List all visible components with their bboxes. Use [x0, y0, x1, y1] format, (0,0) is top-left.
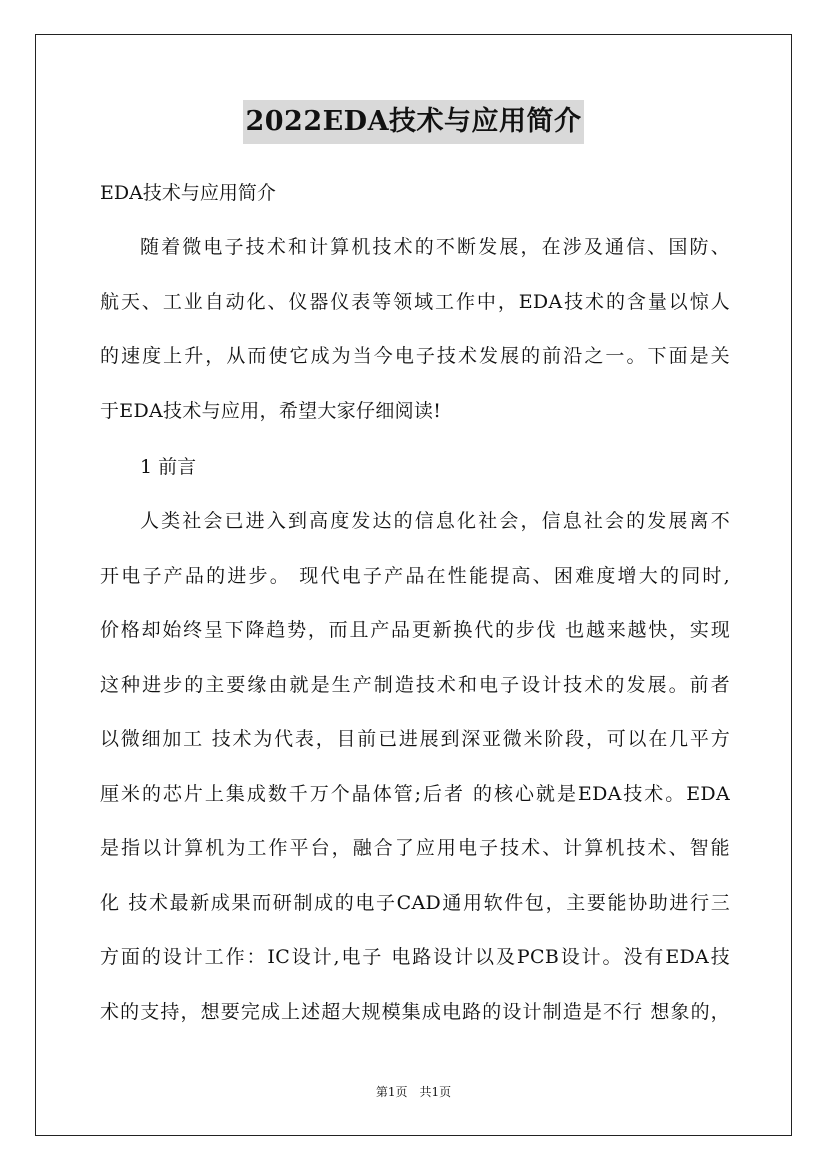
body-line-1: 人类社会已进入到高度发达的信息化社会，信息社会的发展离不: [140, 510, 730, 532]
intro-line-3: 的速度上升，从而使它成为当今电子技术发展的前沿之一。下面是关: [100, 345, 730, 367]
body-line-9: 方面的设计工作：IC设计,电子 电路设计以及PCB设计。没有EDA技: [100, 946, 730, 968]
section-heading: 1 前言: [140, 456, 197, 478]
body-line-10: 术的支持，想要完成上述超大规模集成电路的设计制造是不行 想象的，: [100, 1001, 730, 1023]
body-line-5: 以微细加工 技术为代表，目前已进展到深亚微米阶段，可以在几平方: [100, 728, 730, 750]
body-line-6: 厘米的芯片上集成数千万个晶体管;后者 的核心就是EDA技术。EDA: [100, 783, 730, 805]
body-line-8: 化 技术最新成果而研制成的电子CAD通用软件包，主要能协助进行三: [100, 892, 730, 914]
document-title: 2022EDA技术与应用简介: [243, 100, 583, 144]
intro-line-2: 航天、工业自动化、仪器仪表等领域工作中，EDA技术的含量以惊人: [100, 291, 730, 313]
body-line-2: 开电子产品的进步。 现代电子产品在性能提高、困难度增大的同时,: [100, 565, 730, 587]
document-subtitle: EDA技术与应用简介: [100, 182, 276, 204]
intro-line-1: 随着微电子技术和计算机技术的不断发展，在涉及通信、国防、: [140, 236, 730, 258]
body-line-7: 是指以计算机为工作平台，融合了应用电子技术、计算机技术、智能: [100, 837, 730, 859]
page-footer: 第1页 共1页: [375, 1085, 452, 1099]
intro-line-4: 于EDA技术与应用，希望大家仔细阅读!: [100, 400, 442, 422]
title-container: [0, 100, 827, 144]
body-line-4: 这种进步的主要缘由就是生产制造技术和电子设计技术的发展。前者: [100, 674, 730, 696]
body-line-3: 价格却始终呈下降趋势，而且产品更新换代的步伐 也越来越快，实现: [100, 619, 730, 641]
